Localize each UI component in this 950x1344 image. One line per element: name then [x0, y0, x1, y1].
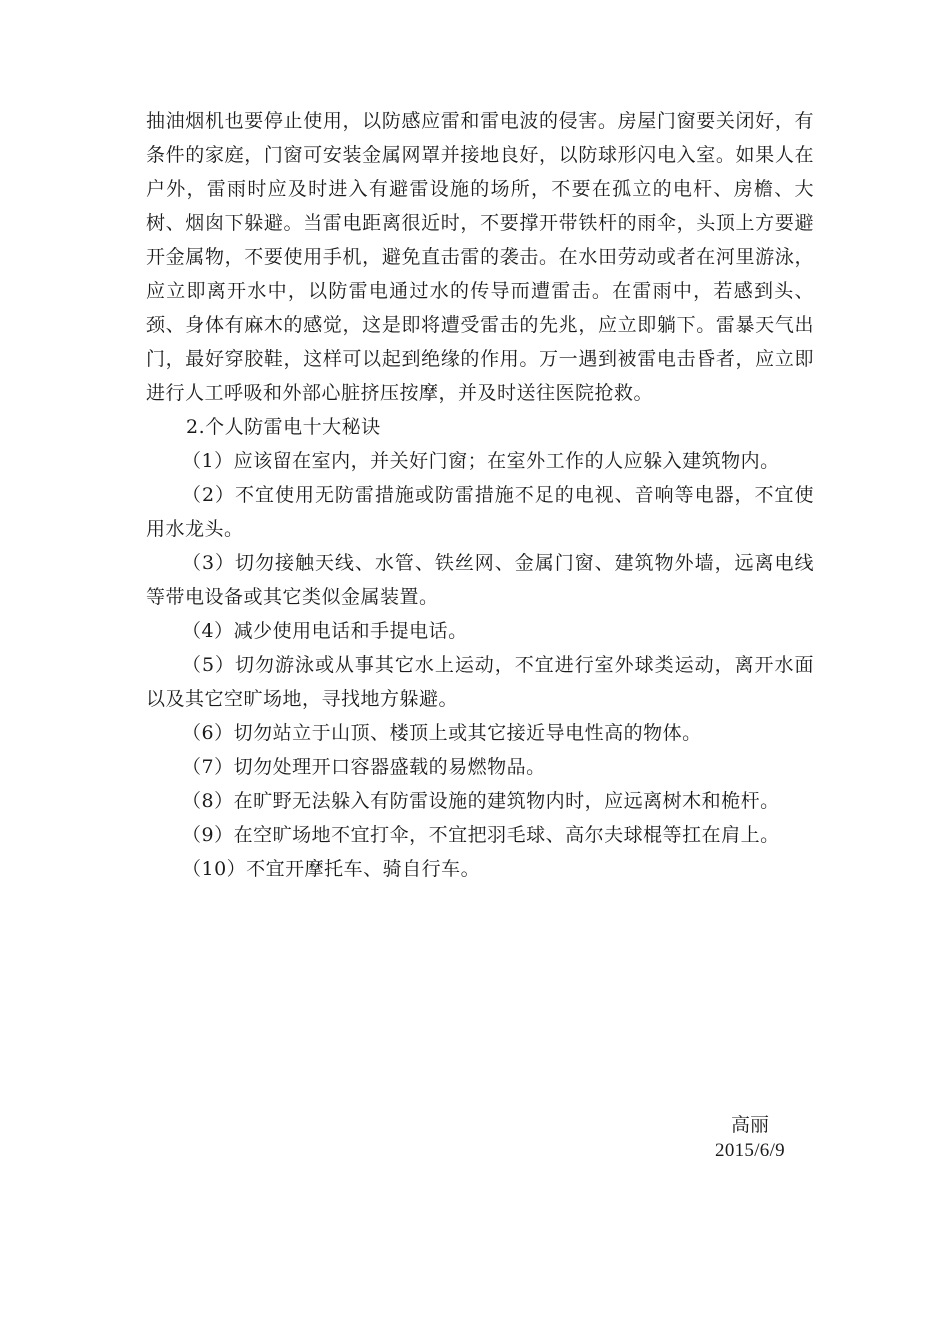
- section-heading: 2.个人防雷电十大秘诀: [186, 416, 381, 438]
- list-item: （9）在空旷场地不宜打伞，不宜把羽毛球、高尔夫球棍等扛在肩上。: [182, 824, 780, 846]
- list-item: （5）切勿游泳或从事其它水上运动，不宜进行室外球类运动，离开水面以及其它空旷场地，寻找地方躲避。: [146, 654, 814, 710]
- list-item: （7）切勿处理开口容器盛载的易燃物品。: [182, 756, 546, 778]
- list-item: （10）不宜开摩托车、骑自行车。: [182, 858, 481, 880]
- document-body: [146, 104, 814, 886]
- intro-paragraph: 抽油烟机也要停止使用，以防感应雷和雷电波的侵害。房屋门窗要关闭好，有条件的家庭，门窗可安装金属网罩并接地良好，以防球形闪电入室。如果人在户外，雷雨时应及时进入有避雷设施的场所，不要在孤立的电杆、房檐、大树、烟囱下躲避。当雷电距离很近时，不要撑开带铁杆的雨伞，头顶上方要避开金属物，不要使用手机，避免直击雷的袭击。在水田劳动或者在河里游泳，应立即离开水中，以防雷电通过水的传导而遭雷击。在雷雨中，若感到头、颈、身体有麻木的感觉，这是即将遭受雷击的先兆，应立即躺下。雷暴天气出门，最好穿胶鞋，这样可以起到绝缘的作用。万一遇到被雷电击昏者，应立即进行人工呼吸和外部心脏挤压按摩，并及时送往医院抢救。: [146, 110, 814, 404]
- signature-block: [690, 1112, 810, 1164]
- list-item: （3）切勿接触天线、水管、铁丝网、金属门窗、建筑物外墙，远离电线等带电设备或其它类似金属装置。: [146, 552, 814, 608]
- list-item: （6）切勿站立于山顶、楼顶上或其它接近导电性高的物体。: [182, 722, 702, 744]
- list-item: （8）在旷野无法躲入有防雷设施的建筑物内时，应远离树木和桅杆。: [182, 790, 780, 812]
- list-item: （1）应该留在室内，并关好门窗；在室外工作的人应躲入建筑物内。: [182, 450, 780, 472]
- list-item: （4）减少使用电话和手提电话。: [182, 620, 468, 642]
- signature-date: 2015/6/9: [715, 1140, 785, 1161]
- list-item: （2）不宜使用无防雷措施或防雷措施不足的电视、音响等电器，不宜使用水龙头。: [146, 484, 814, 540]
- signature-author: 高丽: [730, 1114, 769, 1136]
